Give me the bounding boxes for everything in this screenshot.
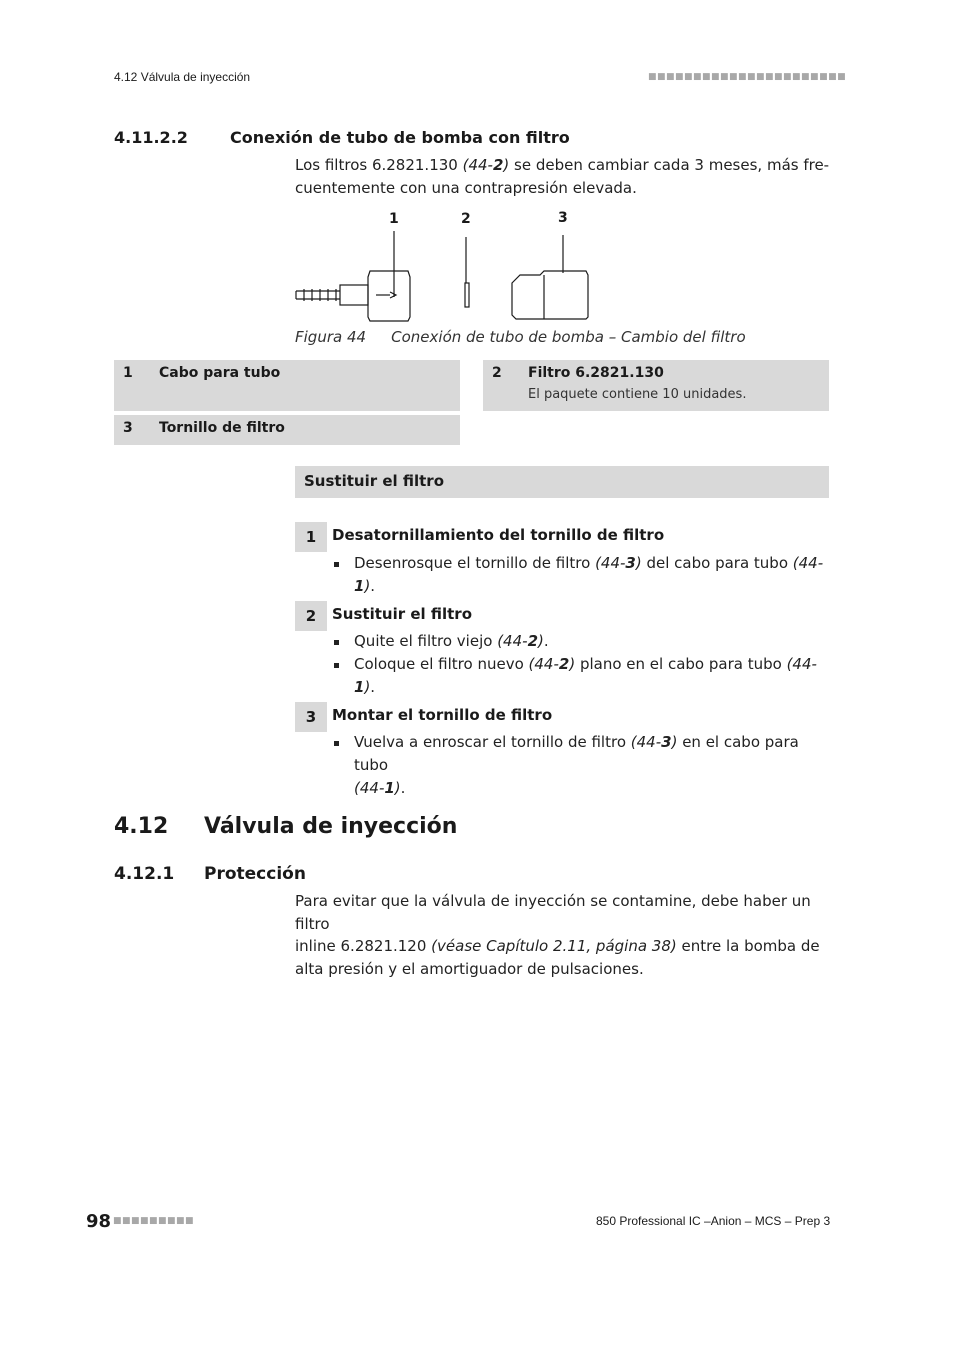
step-bullet-text: Coloque el filtro nuevo (44-2) plano en el cabo para tubo (44-1). xyxy=(354,655,817,696)
legend-item xyxy=(483,360,829,411)
step-bullet-text: Vuelva a enroscar el tornillo de filtro (44-3) en el cabo para tubo (44-1). xyxy=(354,733,799,797)
legend-label: Cabo para tubo xyxy=(159,365,281,381)
legend-number: 1 xyxy=(123,365,133,381)
bullet-icon xyxy=(334,562,339,567)
intro-paragraph: Los filtros 6.2821.130 (44-2) se deben cambiar cada 3 meses, más fre- cuentemente con una contrapresión elevada. xyxy=(295,156,830,197)
procedure-title: Sustituir el filtro xyxy=(304,472,445,490)
figure-label-3: 3 xyxy=(558,210,568,226)
bullet-icon xyxy=(334,741,339,746)
step-number: 1 xyxy=(295,522,327,552)
running-header-title: 4.12 Válvula de inyección xyxy=(114,70,251,84)
footer-dots: ■■■■■■■■■ xyxy=(113,1216,195,1226)
step-title: Sustituir el filtro xyxy=(332,605,473,623)
step-number: 3 xyxy=(295,702,327,732)
figure-label-2: 2 xyxy=(461,211,471,227)
legend-number: 3 xyxy=(123,420,133,436)
step-bullet-text: Desenrosque el tornillo de filtro (44-3) del cabo para tubo (44-1). xyxy=(354,554,824,595)
figure-caption xyxy=(295,327,746,346)
figure-number: Figura 44 xyxy=(295,328,367,346)
step-title: Desatornillamiento del tornillo de filtro xyxy=(332,526,665,544)
legend-label: Tornillo de filtro xyxy=(159,420,285,436)
step-bullet-text: Quite el filtro viejo (44-2). xyxy=(354,632,549,650)
document-title: 850 Professional IC –Anion – MCS – Prep 3 xyxy=(596,1214,831,1228)
subsection-number: 4.12.1 xyxy=(114,864,175,884)
subsection-title: Protección xyxy=(204,864,306,884)
step-title: Montar el tornillo de filtro xyxy=(332,706,553,724)
chapter-title: Válvula de inyección xyxy=(204,814,458,839)
procedure-header xyxy=(295,466,829,498)
running-header-dots: ■■■■■■■■■■■■■■■■■■■■■■ xyxy=(648,72,847,82)
filter-disc-drawing xyxy=(465,283,469,307)
pump-tube-connection-figure xyxy=(290,225,600,325)
page-number: 98 xyxy=(86,1211,112,1232)
legend-item xyxy=(114,415,460,445)
legend-sublabel: El paquete contiene 10 unidades. xyxy=(528,387,747,402)
filter-screw-drawing xyxy=(512,271,588,319)
bullet-icon xyxy=(334,663,339,668)
bullet-icon xyxy=(334,640,339,645)
section-number: 4.11.2.2 xyxy=(114,128,188,147)
figure-label-1: 1 xyxy=(389,211,399,227)
legend-number: 2 xyxy=(492,365,502,381)
protection-paragraph: Para evitar que la válvula de inyección se contamine, debe haber un filtro inline 6.2821.120 (véase Capítulo 2.11, página 38) entre la bomba de alta presión y el amortiguador de pulsaciones. xyxy=(295,892,820,978)
section-title: Conexión de tubo de bomba con filtro xyxy=(230,128,570,147)
cross-reference-link[interactable]: (véase Capítulo 2.11, página 38) xyxy=(431,937,677,955)
chapter-number: 4.12 xyxy=(114,814,169,839)
figure-caption-text: Conexión de tubo de bomba – Cambio del filtro xyxy=(391,328,746,346)
legend-item xyxy=(114,360,460,411)
step-number: 2 xyxy=(295,601,327,631)
tube-cable-drawing xyxy=(296,271,410,321)
legend-label: Filtro 6.2821.130 xyxy=(528,365,664,381)
